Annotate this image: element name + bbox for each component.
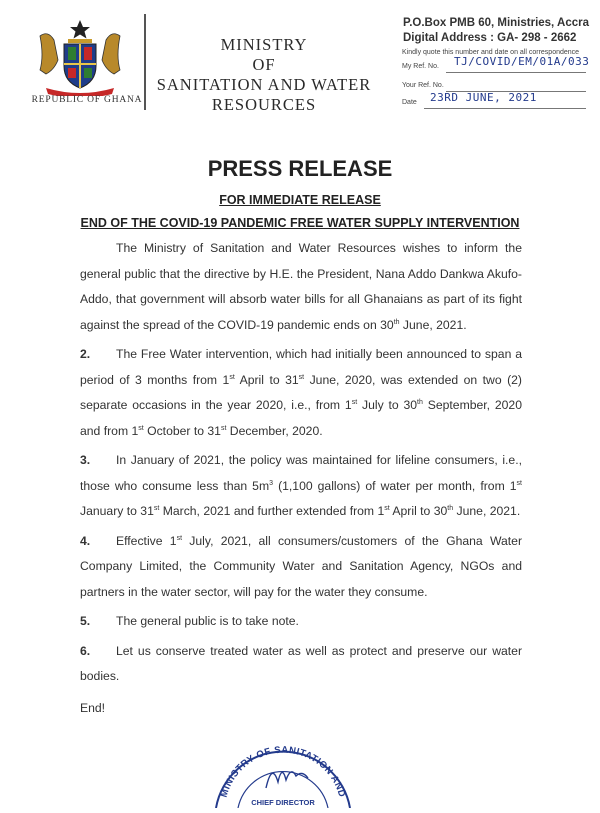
quote-note: Kindly quote this number and date on all correspondence [402,49,580,56]
my-ref-value: TJ/COVID/EM/01A/033 [454,55,590,68]
coat-of-arms-icon [30,14,130,96]
my-ref-label: My Ref. No. [402,63,439,70]
your-ref-label: Your Ref. No. [402,82,444,89]
page-title: PRESS RELEASE [207,156,393,181]
ministry-line: SANITATION AND WATER [156,75,372,94]
digital-address: Digital Address : GA- 298 - 2662 [403,32,577,44]
republic-label: REPUBLIC OF GHANA [31,95,143,105]
release-subtitle: FOR IMMEDIATE RELEASE [219,193,381,207]
date-label: Date [402,99,417,106]
your-ref-row [402,82,444,89]
end-mark: End! [80,700,106,715]
date-row [402,91,537,106]
stamp-arc-text: MINISTRY OF SANITATION AND [218,744,348,799]
paragraph-2: 2. The Free Water intervention, which had initially been announced to span a period of 3 months from 1st April to 31st June, 2020, was extended on two (2) separate occasions in the year 2020, i.e., from 1st July to 30th September, 2020 and from 1st October to 31st December, 2020. [80,347,522,438]
date-line [424,108,586,109]
my-ref-line [446,72,586,73]
official-stamp [208,718,358,808]
ministry-line: OF [252,55,276,74]
paragraph-6: 6. Let us conserve treated water as well as protect and preserve our water bodies. [80,643,522,683]
my-ref-row [402,55,590,70]
ministry-line: RESOURCES [211,95,317,114]
release-heading: END OF THE COVID-19 PANDEMIC FREE WATER SUPPLY INTERVENTION [80,216,520,230]
contact-block [403,16,589,46]
release-body [80,236,522,721]
pobox-address: P.O.Box PMB 60, Ministries, Accra [403,17,589,29]
date-value: 23RD JUNE, 2021 [430,91,537,104]
paragraph-5: 5. The general public is to take note. [80,614,299,628]
paragraph-3: 3. In January of 2021, the policy was maintained for lifeline consumers, i.e., those who consume less than $5m^3$ (1,100 gallons) of water per month, from 1st January to 31st March, 2021 and further extended from 1st April to 30th June, 2021. [80,453,522,518]
paragraph-4: 4. Effective 1st July, 2021, all consumers/customers of the Ghana Water Company Limited, the Community Water and Sanitation Agency, NGOs and partners in the water sector, will pay for the water they consume. [80,533,523,599]
ministry-name [146,35,382,115]
paragraph-1: The Ministry of Sanitation and Water Resources wishes to inform the general public that the directive by H.E. the President, Nana Addo Dankwa Akufo-Addo, that government will absorb water bills for all Ghanaians as part of its fight against the spread of the COVID-19 pandemic ends on 30th June, 2021. [80,241,522,332]
ministry-line: MINISTRY [220,35,308,54]
stamp-bottom-text: CHIEF DIRECTOR [251,798,315,807]
